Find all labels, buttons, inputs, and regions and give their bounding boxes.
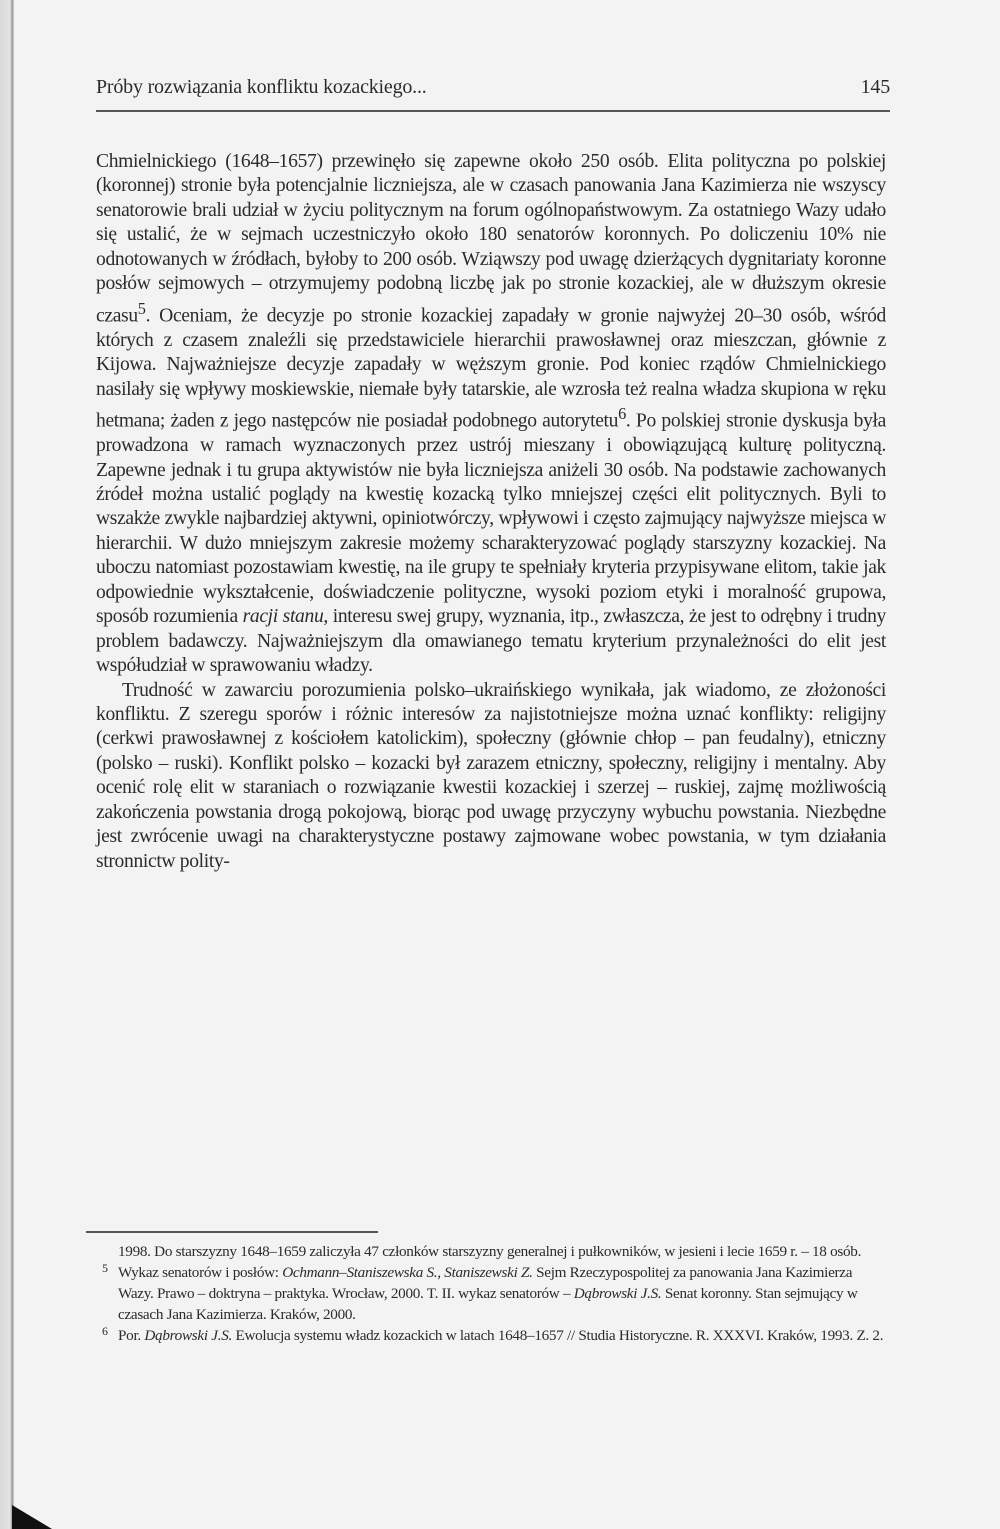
running-title: Próby rozwiązania konfliktu kozackiego...	[96, 76, 427, 98]
footnote-5: 5 Wykaz senatorów i posłów: Ochmann–Staniszewska S., Staniszewski Z. Sejm Rzeczypospolitej za panowania Jana Kazimierza Wazy. Prawo – doktryna – praktyka. Wrocław, 2000. T. II. wykaz senatorów – Dąbrowski J.S. Senat koronny. Stan sejmujący w czasach Jana Kazimierza. Kraków, 2000.	[118, 1262, 888, 1325]
footnote-number-5: 5	[102, 1261, 108, 1275]
footnote-number-6: 6	[102, 1324, 108, 1338]
footnotes	[102, 1241, 888, 1346]
footnote-ref-6[interactable]: 6	[618, 404, 626, 424]
main-text	[96, 150, 886, 874]
footnote-6: 6 Por. Dąbrowski J.S. Ewolucja systemu władz kozackich w latach 1648–1657 // Studia Historyczne. R. XXXVI. Kraków, 1993. Z. 2.	[118, 1325, 888, 1346]
footnote-ref-5[interactable]: 5	[137, 298, 146, 318]
paragraph-1: Chmielnickiego (1648–1657) przewinęło się zapewne około 250 osób. Elita polityczna po polskiej (koronnej) stronie była potencjalnie liczniejsza, ale w czasach panowania Jana Kazimierza nie wszyscy senatorowie brali udział w życiu politycznym na forum ogólnopaństwowym. Za ostatniego Wazy udało się ustalić, że w sejmach uczestniczyło około 180 senatorów koronnych. Po doliczeniu 10% nie odnotowanych w źródłach, byłoby to 200 osób. Wziąwszy pod uwagę dzierżących dygnitariaty koronne posłów sejmowych – otrzymujemy podobną liczbę jak po stronie kozackiej, ale w dłuższym okresie czasu$^5$. Oceniam, że decyzje po stronie kozackiej zapadały w gronie najwyżej 20–30 osób, wśród których z czasem znaleźli się przedstawiciele hierarchii prawosławnej oraz mieszczan, głównie z Kijowa. Najważniejsze decyzje zapadały w węższym gronie. Pod koniec rządów Chmielnickiego nasilały się wpływy moskiewskie, niemałe były tatarskie, ale wzrosła też realna władza skupiona w ręku hetmana; żaden z jego następców nie posiadał podobnego autorytetu$^6$. Po polskiej stronie dyskusja była prowadzona w ramach wyznaczonych przez ustrój mieszany i obowiązującą kulturę polityczną. Zapewne jednak i tu grupa aktywistów nie była liczniejsza aniżeli 30 osób. Na podstawie zachowanych źródeł można ustalić poglądy na kwestię kozacką tylko mniejszej części elit politycznych. Byli to wszakże zwykle najbardziej aktywni, opiniotwórczy, wpływowi i często zajmujący najwyższe miejsca w hierarchii. W dużo mniejszym zakresie możemy scharakteryzować poglądy starszyzny kozackiej. Na uboczu natomiast pozostawiam kwestię, na ile grupy te spełniały kryteria przypisywane elitom, takie jak odpowiednie wykształcenie, doświadczenie polityczne, wysoki poziom etyki i moralność grupowa, sposób rozumienia racji stanu, interesu swej grupy, wyznania, itp., zwłaszcza, że jest to odrębny i trudny problem badawczy. Najważniejszym dla omawianego tematu kryterium przynależności do elit jest współudział w sprawowaniu władzy.	[96, 151, 886, 677]
footnote-rule	[86, 1231, 378, 1233]
page-binding-edge	[0, 0, 14, 1529]
page-corner-shadow	[12, 1505, 52, 1529]
running-header	[96, 76, 890, 99]
italic-term: racji stanu	[242, 606, 324, 628]
page-number: 145	[860, 76, 890, 98]
footnote-continued: 1998. Do starszyzny 1648–1659 zaliczyła 47 członków starszyzny generalnej i pułkowników, w jesieni i lecie 1659 r. – 18 osób.	[118, 1243, 862, 1260]
paragraph-2: Trudność w zawarciu porozumienia polsko–ukraińskiego wynikała, jak wiadomo, ze złożoności konfliktu. Z szeregu sporów i różnic interesów za najistotniejsze można uznać konflikty: religijny (cerkwi prawosławnej z kościołem katolickim), społeczny (głównie chłop – pan feudalny), etniczny (polsko – ruski). Konflikt polsko – kozacki był zarazem etniczny, społeczny, religijny i mentalny. Aby ocenić rolę elit w staraniach o rozwiązanie kwestii kozackiej i szerzej – ruskiej, zajmę możliwością zakończenia powstania drogą pokojową, biorąc pod uwagę przyczyny wybuchu powstania. Niezbędne jest zwrócenie uwagi na charakterystyczne postawy zajmowane wobec powstania, w tym działania stronnictw polity-	[96, 679, 886, 872]
header-rule	[96, 110, 890, 112]
